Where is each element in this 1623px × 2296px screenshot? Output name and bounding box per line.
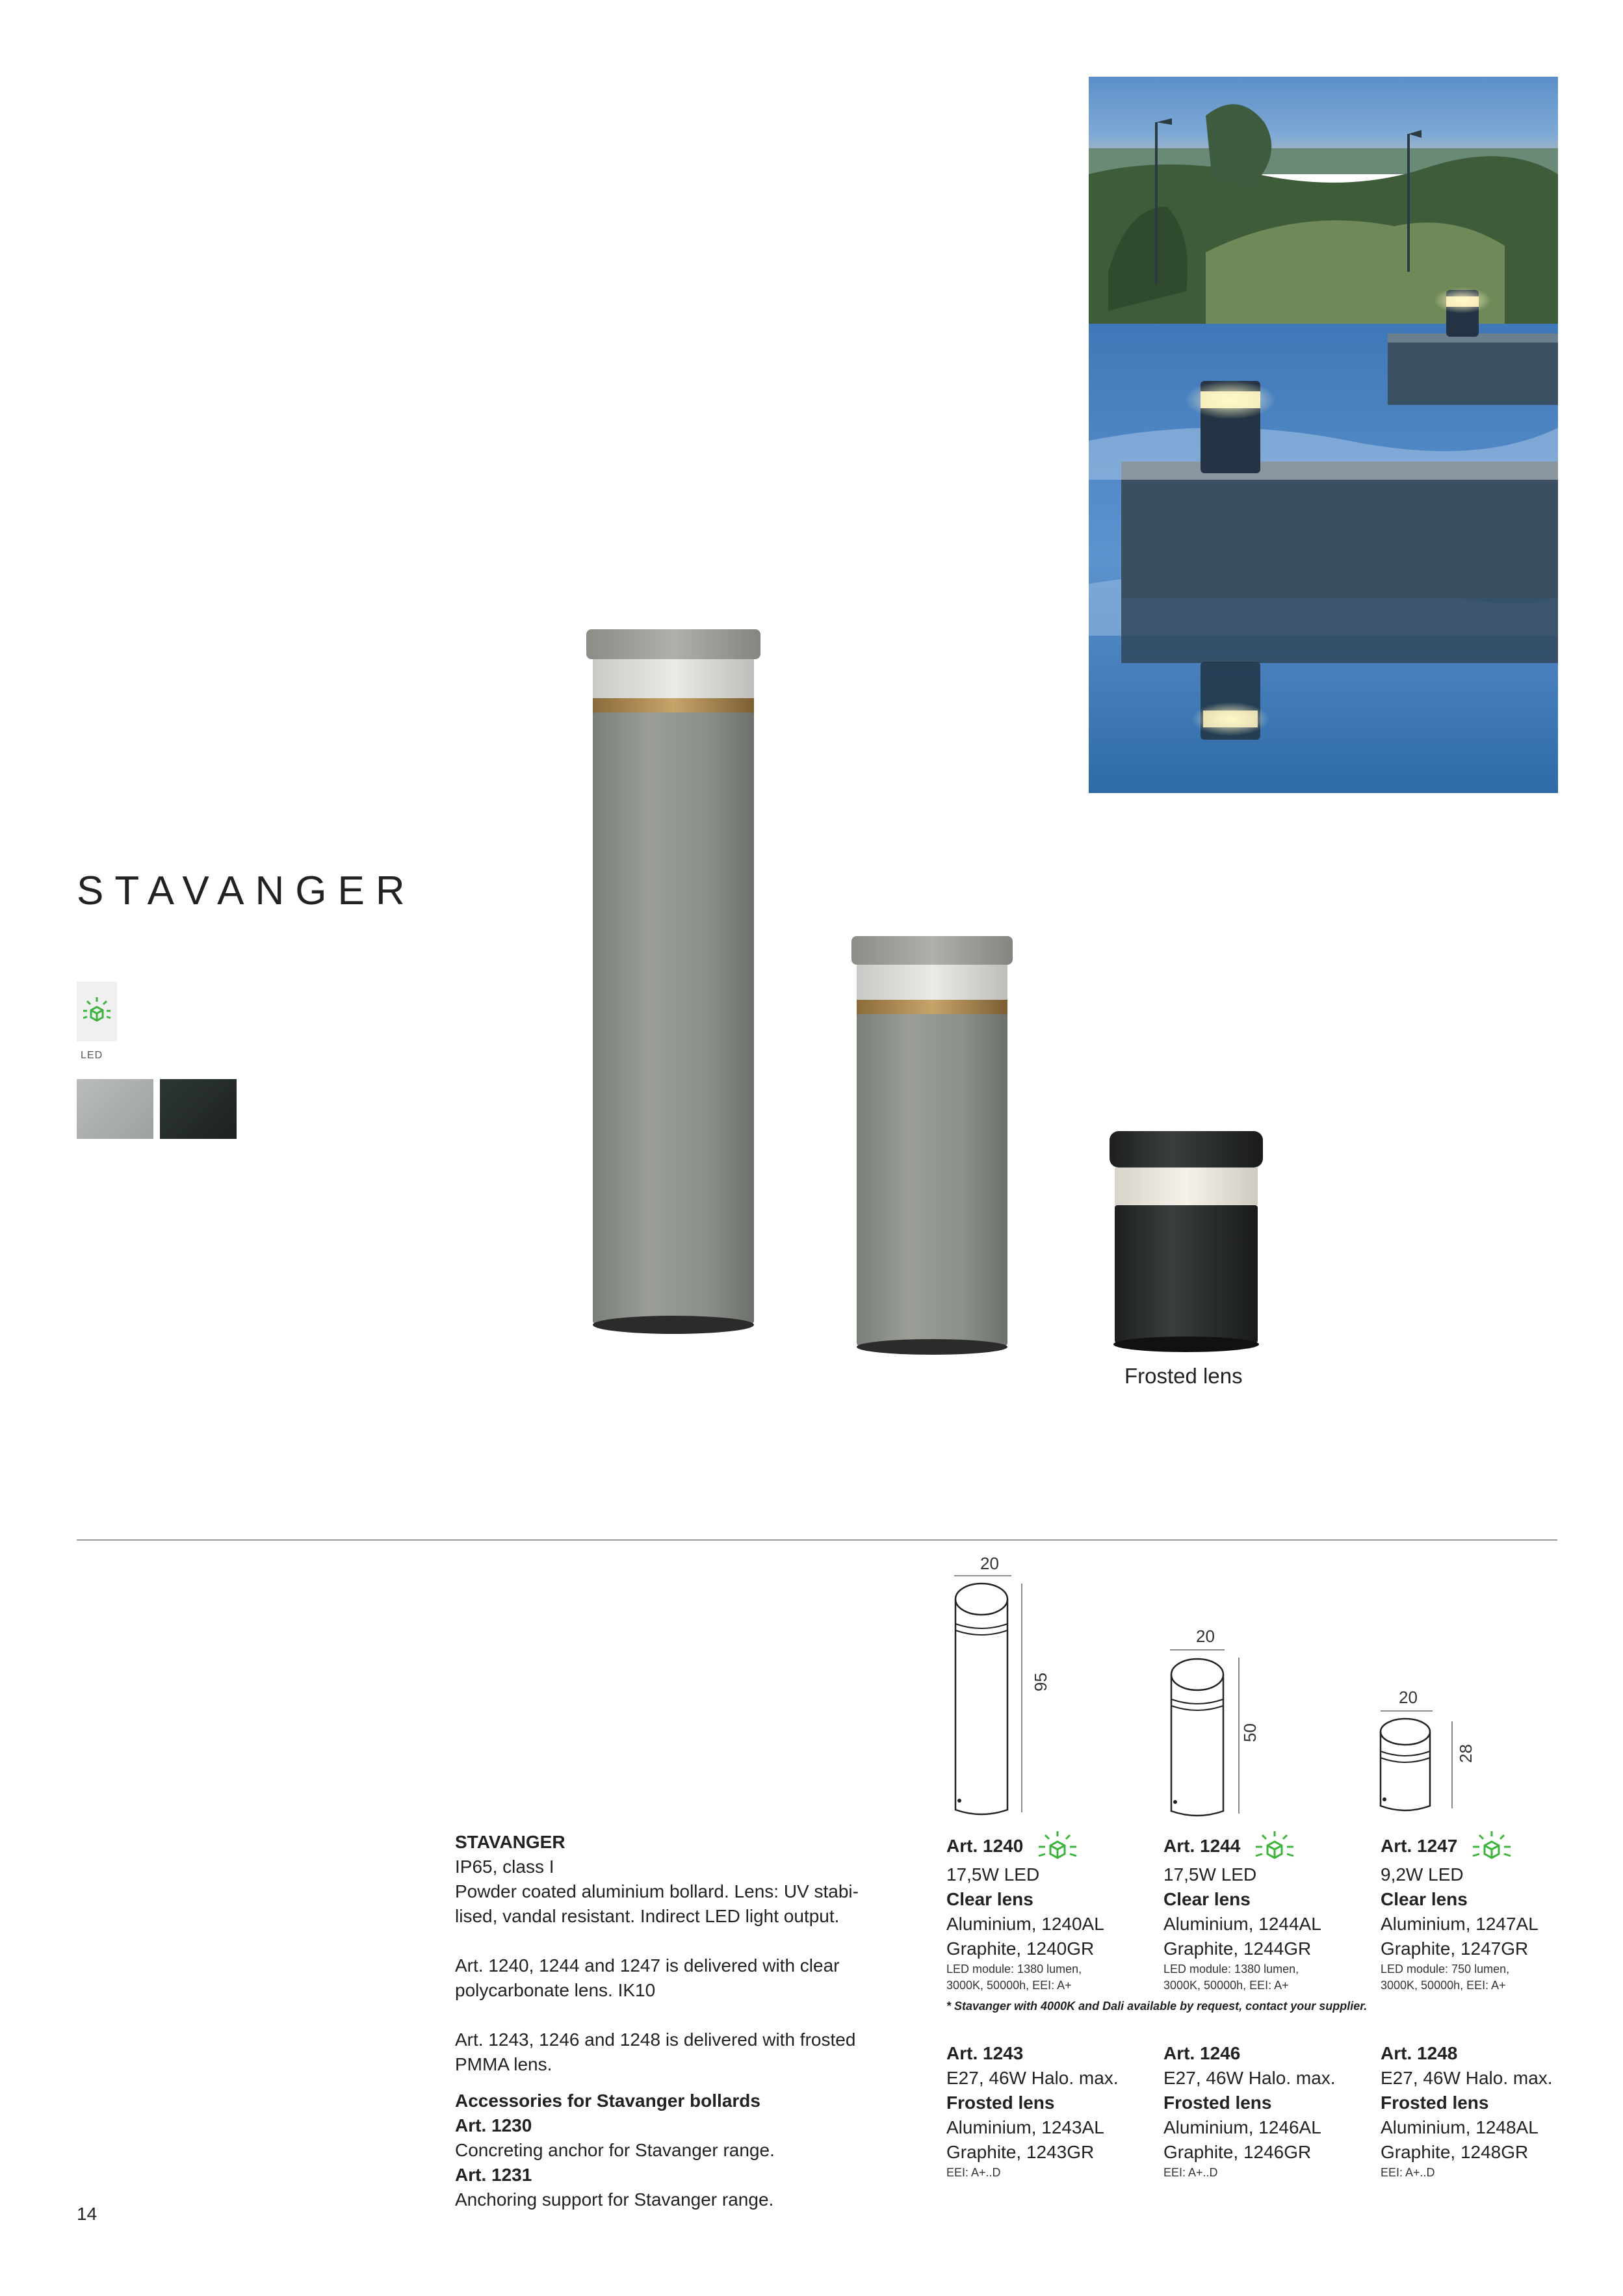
article-eei: EEI: A+..D — [1163, 2166, 1218, 2179]
article-lens: Clear lens — [1163, 1889, 1251, 1909]
dim-width-label: 20 — [1196, 1626, 1215, 1646]
article-spec: LED module: 1380 lumen, — [946, 1963, 1082, 1976]
article-1243 — [946, 2041, 1161, 2181]
article-graphite: Graphite, 1243GR — [946, 2142, 1095, 2162]
article-1244 — [1163, 1830, 1378, 1994]
article-power: 17,5W LED — [946, 1864, 1040, 1885]
dim-width-label: 20 — [1399, 1688, 1418, 1707]
article-number: Art. 1240 — [946, 1836, 1024, 1856]
article-lens: Frosted lens — [1163, 2093, 1272, 2113]
led-icon — [77, 982, 117, 1041]
accessory-text: Concreting anchor for Stavanger range. — [455, 2140, 775, 2160]
dim-height-label: 50 — [1240, 1723, 1260, 1742]
bollard-tall-image — [585, 624, 762, 1368]
article-eei: EEI: A+..D — [946, 2166, 1001, 2179]
article-lens: Frosted lens — [1381, 2093, 1489, 2113]
article-1246 — [1163, 2041, 1378, 2181]
page-number: 14 — [77, 2204, 97, 2224]
article-spec: 3000K, 50000h, EEI: A+ — [1163, 1979, 1289, 1992]
frosted-lens-caption: Frosted lens — [1124, 1364, 1243, 1388]
article-graphite: Graphite, 1240GR — [946, 1938, 1095, 1959]
article-power: E27, 46W Halo. max. — [1163, 2068, 1336, 2088]
article-number: Art. 1248 — [1381, 2043, 1458, 2063]
swatch-graphite — [160, 1079, 237, 1139]
description-line: lised, vandal resistant. Indirect LED light output. — [455, 1906, 840, 1926]
description-line: Art. 1240, 1244 and 1247 is delivered with clear — [455, 1955, 840, 1976]
article-spec: 3000K, 50000h, EEI: A+ — [946, 1979, 1072, 1992]
description-line: Powder coated aluminium bollard. Lens: UV stabi- — [455, 1881, 859, 1901]
article-number: Art. 1247 — [1381, 1836, 1458, 1856]
accessory-art: Art. 1231 — [455, 2165, 532, 2185]
article-graphite: Graphite, 1246GR — [1163, 2142, 1312, 2162]
accessories-heading: Accessories for Stavanger bollards — [455, 2091, 760, 2111]
article-aluminium: Aluminium, 1240AL — [946, 1914, 1104, 1934]
dimension-drawing-1240 — [936, 1547, 1066, 1823]
accessory-text: Anchoring support for Stavanger range. — [455, 2189, 774, 2210]
footnote: * Stavanger with 4000K and Dali available by request, contact your supplier. — [946, 2000, 1368, 2013]
description-line: polycarbonate lens. IK10 — [455, 1980, 656, 2000]
article-power: 17,5W LED — [1163, 1864, 1257, 1885]
article-graphite: Graphite, 1247GR — [1381, 1938, 1529, 1959]
article-1248 — [1381, 2041, 1595, 2181]
article-aluminium: Aluminium, 1244AL — [1163, 1914, 1321, 1934]
article-number: Art. 1243 — [946, 2043, 1024, 2063]
led-icon — [1466, 1830, 1517, 1862]
led-icon — [1032, 1830, 1083, 1862]
product-description — [455, 1830, 897, 2212]
dimension-drawing-1244 — [1152, 1619, 1282, 1823]
page-title: STAVANGER — [77, 868, 416, 913]
article-spec: LED module: 1380 lumen, — [1163, 1963, 1299, 1976]
article-spec: LED module: 750 lumen, — [1381, 1963, 1510, 1976]
swatch-aluminium — [77, 1079, 153, 1139]
article-aluminium: Aluminium, 1246AL — [1163, 2117, 1321, 2137]
article-aluminium: Aluminium, 1247AL — [1381, 1914, 1539, 1934]
product-photo — [1089, 77, 1558, 793]
article-spec: 3000K, 50000h, EEI: A+ — [1381, 1979, 1506, 1992]
article-graphite: Graphite, 1248GR — [1381, 2142, 1529, 2162]
article-graphite: Graphite, 1244GR — [1163, 1938, 1312, 1959]
article-number: Art. 1246 — [1163, 2043, 1241, 2063]
led-icon — [1249, 1830, 1300, 1862]
article-1240 — [946, 1830, 1161, 1994]
article-aluminium: Aluminium, 1243AL — [946, 2117, 1104, 2137]
led-badge — [77, 982, 117, 1045]
article-lens: Clear lens — [946, 1889, 1033, 1909]
dimension-drawing-1247 — [1368, 1685, 1498, 1822]
article-aluminium: Aluminium, 1248AL — [1381, 2117, 1539, 2137]
article-eei: EEI: A+..D — [1381, 2166, 1435, 2179]
description-line: Art. 1243, 1246 and 1248 is delivered with frosted — [455, 2029, 856, 2050]
article-power: 9,2W LED — [1381, 1864, 1464, 1885]
article-lens: Clear lens — [1381, 1889, 1468, 1909]
article-power: E27, 46W Halo. max. — [1381, 2068, 1553, 2088]
led-badge-label: LED — [81, 1050, 103, 1061]
article-1247 — [1381, 1830, 1595, 1994]
description-line: PMMA lens. — [455, 2054, 552, 2074]
bollard-medium-image — [850, 931, 1014, 1368]
article-number: Art. 1244 — [1163, 1836, 1241, 1856]
dim-height-label: 28 — [1456, 1744, 1475, 1763]
article-power: E27, 46W Halo. max. — [946, 2068, 1119, 2088]
article-lens: Frosted lens — [946, 2093, 1055, 2113]
accessory-art: Art. 1230 — [455, 2115, 532, 2135]
description-line: IP65, class I — [455, 1857, 554, 1877]
description-heading: STAVANGER — [455, 1832, 565, 1852]
section-divider — [77, 1539, 1557, 1541]
bollard-short-image — [1108, 1126, 1264, 1371]
dim-width-label: 20 — [980, 1554, 999, 1573]
dim-height-label: 95 — [1031, 1673, 1050, 1691]
